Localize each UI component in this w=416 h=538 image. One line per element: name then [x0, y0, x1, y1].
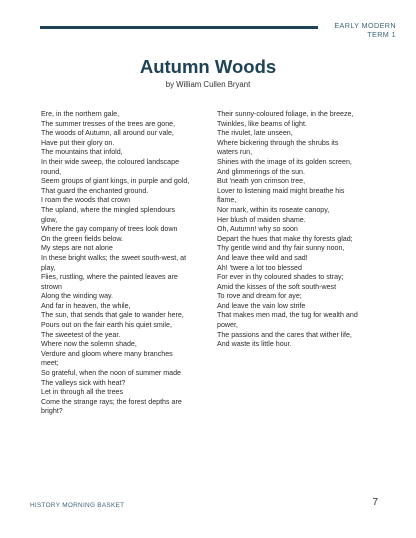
poem-title: Autumn Woods — [139, 56, 277, 77]
poem-line: My steps are not alone — [41, 244, 113, 253]
poem-line: And leave thee wild and sad! — [217, 253, 308, 262]
poem-line: Let in through all the trees — [41, 388, 124, 397]
poem-line: And leave the vain low strife — [217, 301, 306, 310]
poem-line: Have put their glory on. — [41, 138, 115, 147]
poem-line: Come the strange rays; the forest depths are — [41, 397, 182, 406]
poem-line: Twinkles, like beams of light. — [217, 119, 307, 128]
poem-line: That guard the enchanted ground. — [41, 186, 149, 195]
poem-line: And glimmerings of the sun. — [217, 167, 305, 176]
poem-line: Seem groups of giant kings, in purple and gold, — [41, 177, 190, 186]
poem-line: In these bright walks; the sweet south-west, at — [41, 253, 187, 262]
poem-line: Her blush of maiden shame. — [217, 215, 306, 224]
poem-line: And waste its little hour. — [217, 340, 292, 349]
poem-line: The sun, that sends that gale to wander here, — [41, 311, 184, 320]
poem-line: waters run, — [217, 148, 253, 157]
poem-line: The sweetest of the year. — [41, 330, 121, 339]
poem-line: The rivulet, late unseen, — [217, 129, 293, 138]
poem-line: strown — [41, 282, 62, 291]
poem-line: bright? — [41, 407, 63, 416]
poem-line: play, — [41, 263, 56, 272]
poem-line: Amid the kisses of the soft south-west — [217, 282, 337, 291]
poem-line: That makes men mad, the tug for wealth and — [217, 311, 358, 320]
poem-line: Where the gay company of trees look down — [41, 225, 178, 234]
poem-line: Thy gentle wind and thy fair sunny noon, — [217, 244, 345, 253]
poem-line: Lover to listening maid might breathe his — [217, 186, 345, 195]
poem-line: The summer tresses of the trees are gone, — [41, 119, 176, 128]
poem-line: Along the winding way. — [41, 292, 114, 301]
poem-line: Ere, in the northern gale, — [41, 110, 120, 118]
poem-line: On the green fields below. — [41, 234, 124, 243]
poem-line: Ah! 'twere a lot too blessed — [217, 263, 302, 272]
poem-line: To rove and dream for aye; — [217, 292, 302, 301]
poem-line: The woods of Autumn, all around our vale, — [41, 129, 174, 138]
poem-line: Pours out on the fair earth his quiet smile, — [41, 321, 172, 330]
poem-line: But 'neath yon crimson tree, — [217, 177, 306, 186]
poem-column-left — [41, 110, 209, 417]
poem-line: Oh, Autumn! why so soon — [217, 225, 298, 234]
poem-line: So grateful, when the noon of summer made — [41, 369, 181, 378]
poem-line: For ever in thy coloured shades to stray; — [217, 273, 344, 282]
poem-line: Nor mark, within its roseate canopy, — [217, 205, 330, 214]
poem-line: Verdure and gloom where many branches — [41, 349, 173, 358]
poem-line: glow, — [41, 215, 58, 224]
poem-line: I roam the woods that crown — [41, 196, 131, 205]
poem-line: round, — [41, 167, 62, 176]
poem-line: power, — [217, 321, 238, 330]
poem-line: Where bickering through the shrubs its — [217, 138, 339, 147]
poem-line: meet; — [41, 359, 59, 368]
poem-line: Where now the solemn shade, — [41, 340, 137, 349]
term-tag-line-1: EARLY MODERN — [334, 21, 396, 30]
term-tag-line-2: TERM 1 — [367, 30, 396, 39]
poem-line: In their wide sweep, the coloured landscape — [41, 157, 180, 166]
page-number: 7 — [372, 497, 378, 508]
poem-line: And far in heaven, the while, — [41, 301, 131, 310]
poem-line: Flies, rustling, where the painted leaves are — [41, 273, 178, 282]
poem-line: The valleys sick with heat? — [41, 378, 126, 387]
poem-line: The passions and the cares that wither life, — [217, 330, 352, 339]
poem-line: flame, — [217, 196, 237, 205]
poem-line: Depart the hues that make thy forests glad; — [217, 234, 353, 243]
poem-line: The upland, where the mingled splendours — [41, 205, 176, 214]
header-rule — [40, 26, 318, 29]
poem-author: by William Cullen Bryant — [165, 80, 251, 89]
poem-line: The mountains that infold, — [41, 148, 123, 157]
poem-line: Shines with the image of its golden screen, — [217, 157, 352, 166]
poem-column-right — [217, 110, 387, 350]
poem-line: Their sunny-coloured foliage, in the breeze, — [217, 110, 354, 118]
footer-label: HISTORY MORNING BASKET — [30, 502, 125, 509]
term-tag — [334, 21, 396, 39]
